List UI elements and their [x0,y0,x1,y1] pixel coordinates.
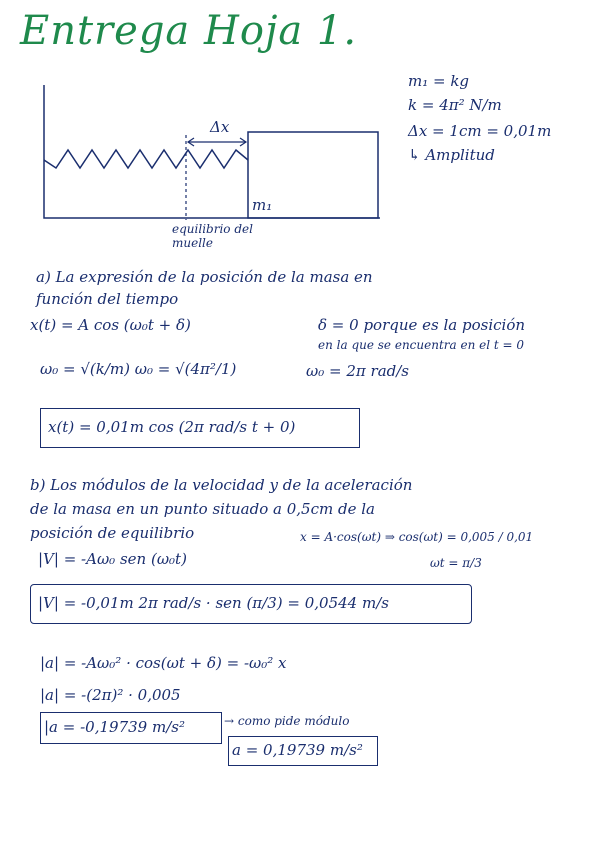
given-amplitude-note: ↳ Amplitud [408,146,495,164]
part-b-side-calc-2: ωt = π/3 [430,556,482,570]
spring-mass-diagram [0,0,600,260]
part-b-accel-note: → como pide módulo [224,714,350,728]
part-a-phase-note-1: δ = 0 porque es la posición [318,316,526,334]
part-a-answer: x(t) = 0,01m cos (2π rad/s t + 0) [48,418,296,436]
part-b-question-line-2: de la masa en un punto situado a 0,5cm de la [30,500,375,518]
given-mass: m₁ = kg [408,72,470,90]
spring-zigzag [44,150,248,168]
wall-floor-line [44,85,380,218]
part-b-velocity-formula: |V| = -Aω₀ sen (ω₀t) [38,550,187,568]
part-a-omega-formula: ω₀ = √(k/m) ω₀ = √(4π²/1) [40,360,237,378]
delta-x-label: Δx [210,118,230,136]
part-a-formula: x(t) = A cos (ω₀t + δ) [30,316,191,334]
part-a-omega-result: ω₀ = 2π rad/s [306,362,409,380]
part-a-phase-note-2: en la que se encuentra en el t = 0 [318,338,525,352]
part-b-side-calc-1: x = A·cos(ωt) ⇒ cos(ωt) = 0,005 / 0,01 [300,530,534,544]
page-title: Entrega Hoja 1. [20,8,358,54]
part-b-question-line-3: posición de equilibrio [30,524,195,542]
equilibrium-label-2: muelle [172,236,213,250]
part-a-question-line-2: función del tiempo [36,290,179,308]
part-b-question-line-1: b) Los módulos de la velocidad y de la aceleración [30,476,413,494]
part-b-accel-answer: a = 0,19739 m/s² [232,741,363,759]
equilibrium-label-1: equilibrio del [172,222,253,236]
mass-label: m₁ [252,196,273,214]
given-spring-constant: k = 4π² N/m [408,96,502,114]
part-a-question-line-1: a) La expresión de la posición de la masa en [36,268,373,286]
part-b-accel-result: |a = -0,19739 m/s² [44,718,185,736]
part-b-velocity-answer: |V| = -0,01m 2π rad/s · sen (π/3) = 0,0544 m/s [38,594,389,612]
given-displacement: Δx = 1cm = 0,01m [408,122,552,140]
part-b-accel-step: |a| = -(2π)² · 0,005 [40,686,181,704]
part-b-accel-formula: |a| = -Aω₀² · cos(ωt + δ) = -ω₀² x [40,654,287,672]
